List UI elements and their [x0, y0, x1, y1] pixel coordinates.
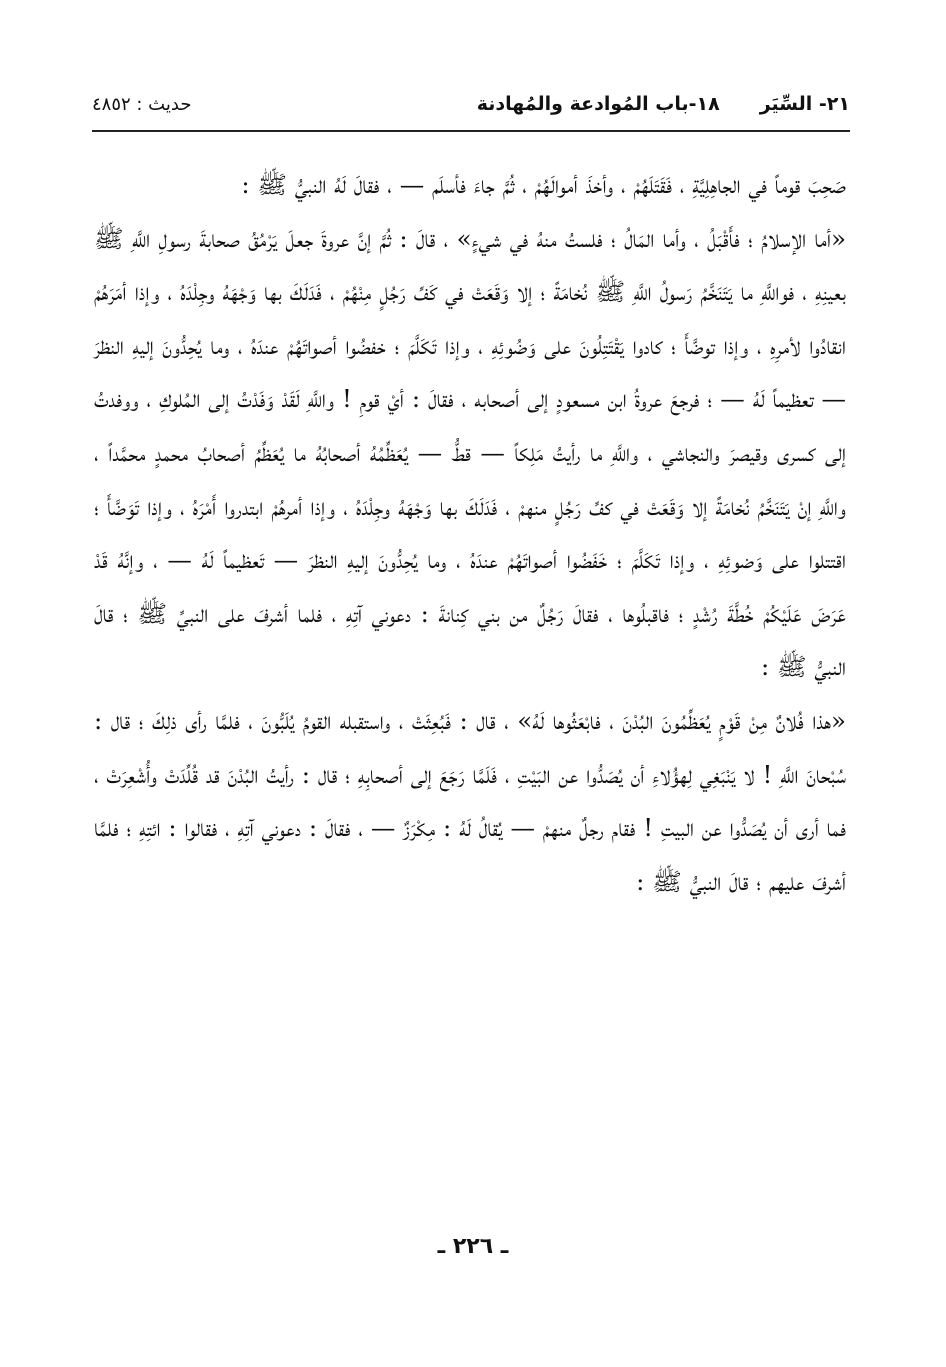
page-number: ـ ٢٢٦ ـ [437, 1234, 509, 1259]
paragraph-1: صَحِبَ قوماً في الجاهِلِيَّةِ ، فَقَتَلَهُمْ ، وأخذَ أموالَهُمْ ، ثُمَّ جاءَ فأسلَم — ، فقالَ لَهُ النبيُّ ﷺ : [241, 170, 846, 199]
book-title: ٢١- السِّيَر [759, 93, 850, 115]
paragraph-3: «هذا فُلانٌ مِنْ قَوْمٍ يُعَظِّمُونَ البُدْنَ ، فابْعَثُوها لَهُ» ، قال : فَبُعِثَتْ ، واستقبله القومُ يُلَبُّونَ ، فلمَّا رأى ذلِكَ ؛ قال : سُبْحانَ اللَّهِ ! لا يَنْبَغِي لِهؤُلاءِ أن يُصَدُّوا عن البَيْتِ ، فَلَمَّا رَجَعَ إلى أصحابِهِ ؛ قال : رأيتُ البُدْنَ قد قُلِّدَتْ وأُشْعِرَتْ ، فما أرى أن يُصَدُّوا عن البيتِ ! فقام رجلٌ منهمْ — يُقالُ لَهُ : مِكْرَزٌ — ، فقالَ : دعوني آتِهِ ، فقالوا : ائتِهِ ؛ فلمَّا أشرفَ عليهم ؛ قالَ النبيُّ ﷺ : [94, 705, 846, 896]
paragraph-2: «أما الإسلامُ ؛ فأَقْبَلُ ، وأما المَالُ ؛ فلستُ منهُ في شيءٍ» ، قالَ : ثُمَّ إنَّ عروةَ جعلَ يَرْمُقُ صحابةَ رسولِ اللَّهِ ﷺ بعينِهِ ، فواللَّهِ ما يَتَنَخَّمُ رَسولُ اللَّهِ ﷺ نُخامَةً ؛ إلا وَقَعَتْ في كَفِّ رَجُلٍ مِنْهُمْ ، فَدَلَكَ بها وَجْهَهُ وجِلْدَهُ ، وإذا أمَرَهُمْ انقادُوا لأمرِهِ ، وإذا توضَّأَ ؛ كادوا يَقْتَتِلُونَ على وَضُوئِهِ ، وإذا تَكَلَّمَ ؛ خفضُوا أصواتَهُمْ عندَهُ ، وما يُحِدُّونَ إليهِ النظرَ — تعظيماً لَهُ — ؛ فرجعَ عروةُ ابن مسعودٍ إلى أصحابه ، فقالَ : أيْ قومِ ! واللَّهِ لَقَدْ وَفَدْتُ إلى المُلوكِ ، ووفدتُ إلى كسرى وقيصرَ والنجاشي ، واللَّهِ ما رأيتُ مَلِكاً — قطُّ — يُعَظِّمُهُ أصحابُهُ ما يُعَظِّمُ أصحابُ محمدٍ محمَّداً ، واللَّهِ إنْ يَتَنَخَّمُ نُخامَةً إلا وَقَعَتْ في كفِّ رَجُلٍ منهمْ ، فَدَلَكَ بها وَجْهَهُ وجِلْدَهُ ، وإذا أمرهُمْ ابتدروا أَمْرَهُ ، وإذا تَوَضَّأَ ؛ اقتتلوا على وَضوئِهِ ، وإذا تَكَلَّمَ ؛ خَفَضُوا أصواتَهُمْ عندَهُ ، وما يُحِدُّونَ إليهِ النظرَ — تَعظيماً لَهُ — ، وإنَّهُ قَدْ عَرَضَ عَلَيْكُمْ خُطَّةَ رُشْدٍ ؛ فاقبلُوها ، فقالَ رَجُلٌ من بني كِنانةَ : دعوني آتِهِ ، فلما أشرفَ على النبيِّ ﷺ ؛ قالَ النبيُّ ﷺ : [94, 223, 846, 682]
hadith-reference: حديث : ٤٨٥٢ [92, 93, 192, 115]
header-title-group [477, 93, 850, 115]
header-divider [92, 130, 850, 132]
chapter-title: ١٨-باب المُوادعة والمُهادنة [476, 93, 720, 115]
running-header [92, 84, 850, 124]
body-text [94, 158, 846, 908]
